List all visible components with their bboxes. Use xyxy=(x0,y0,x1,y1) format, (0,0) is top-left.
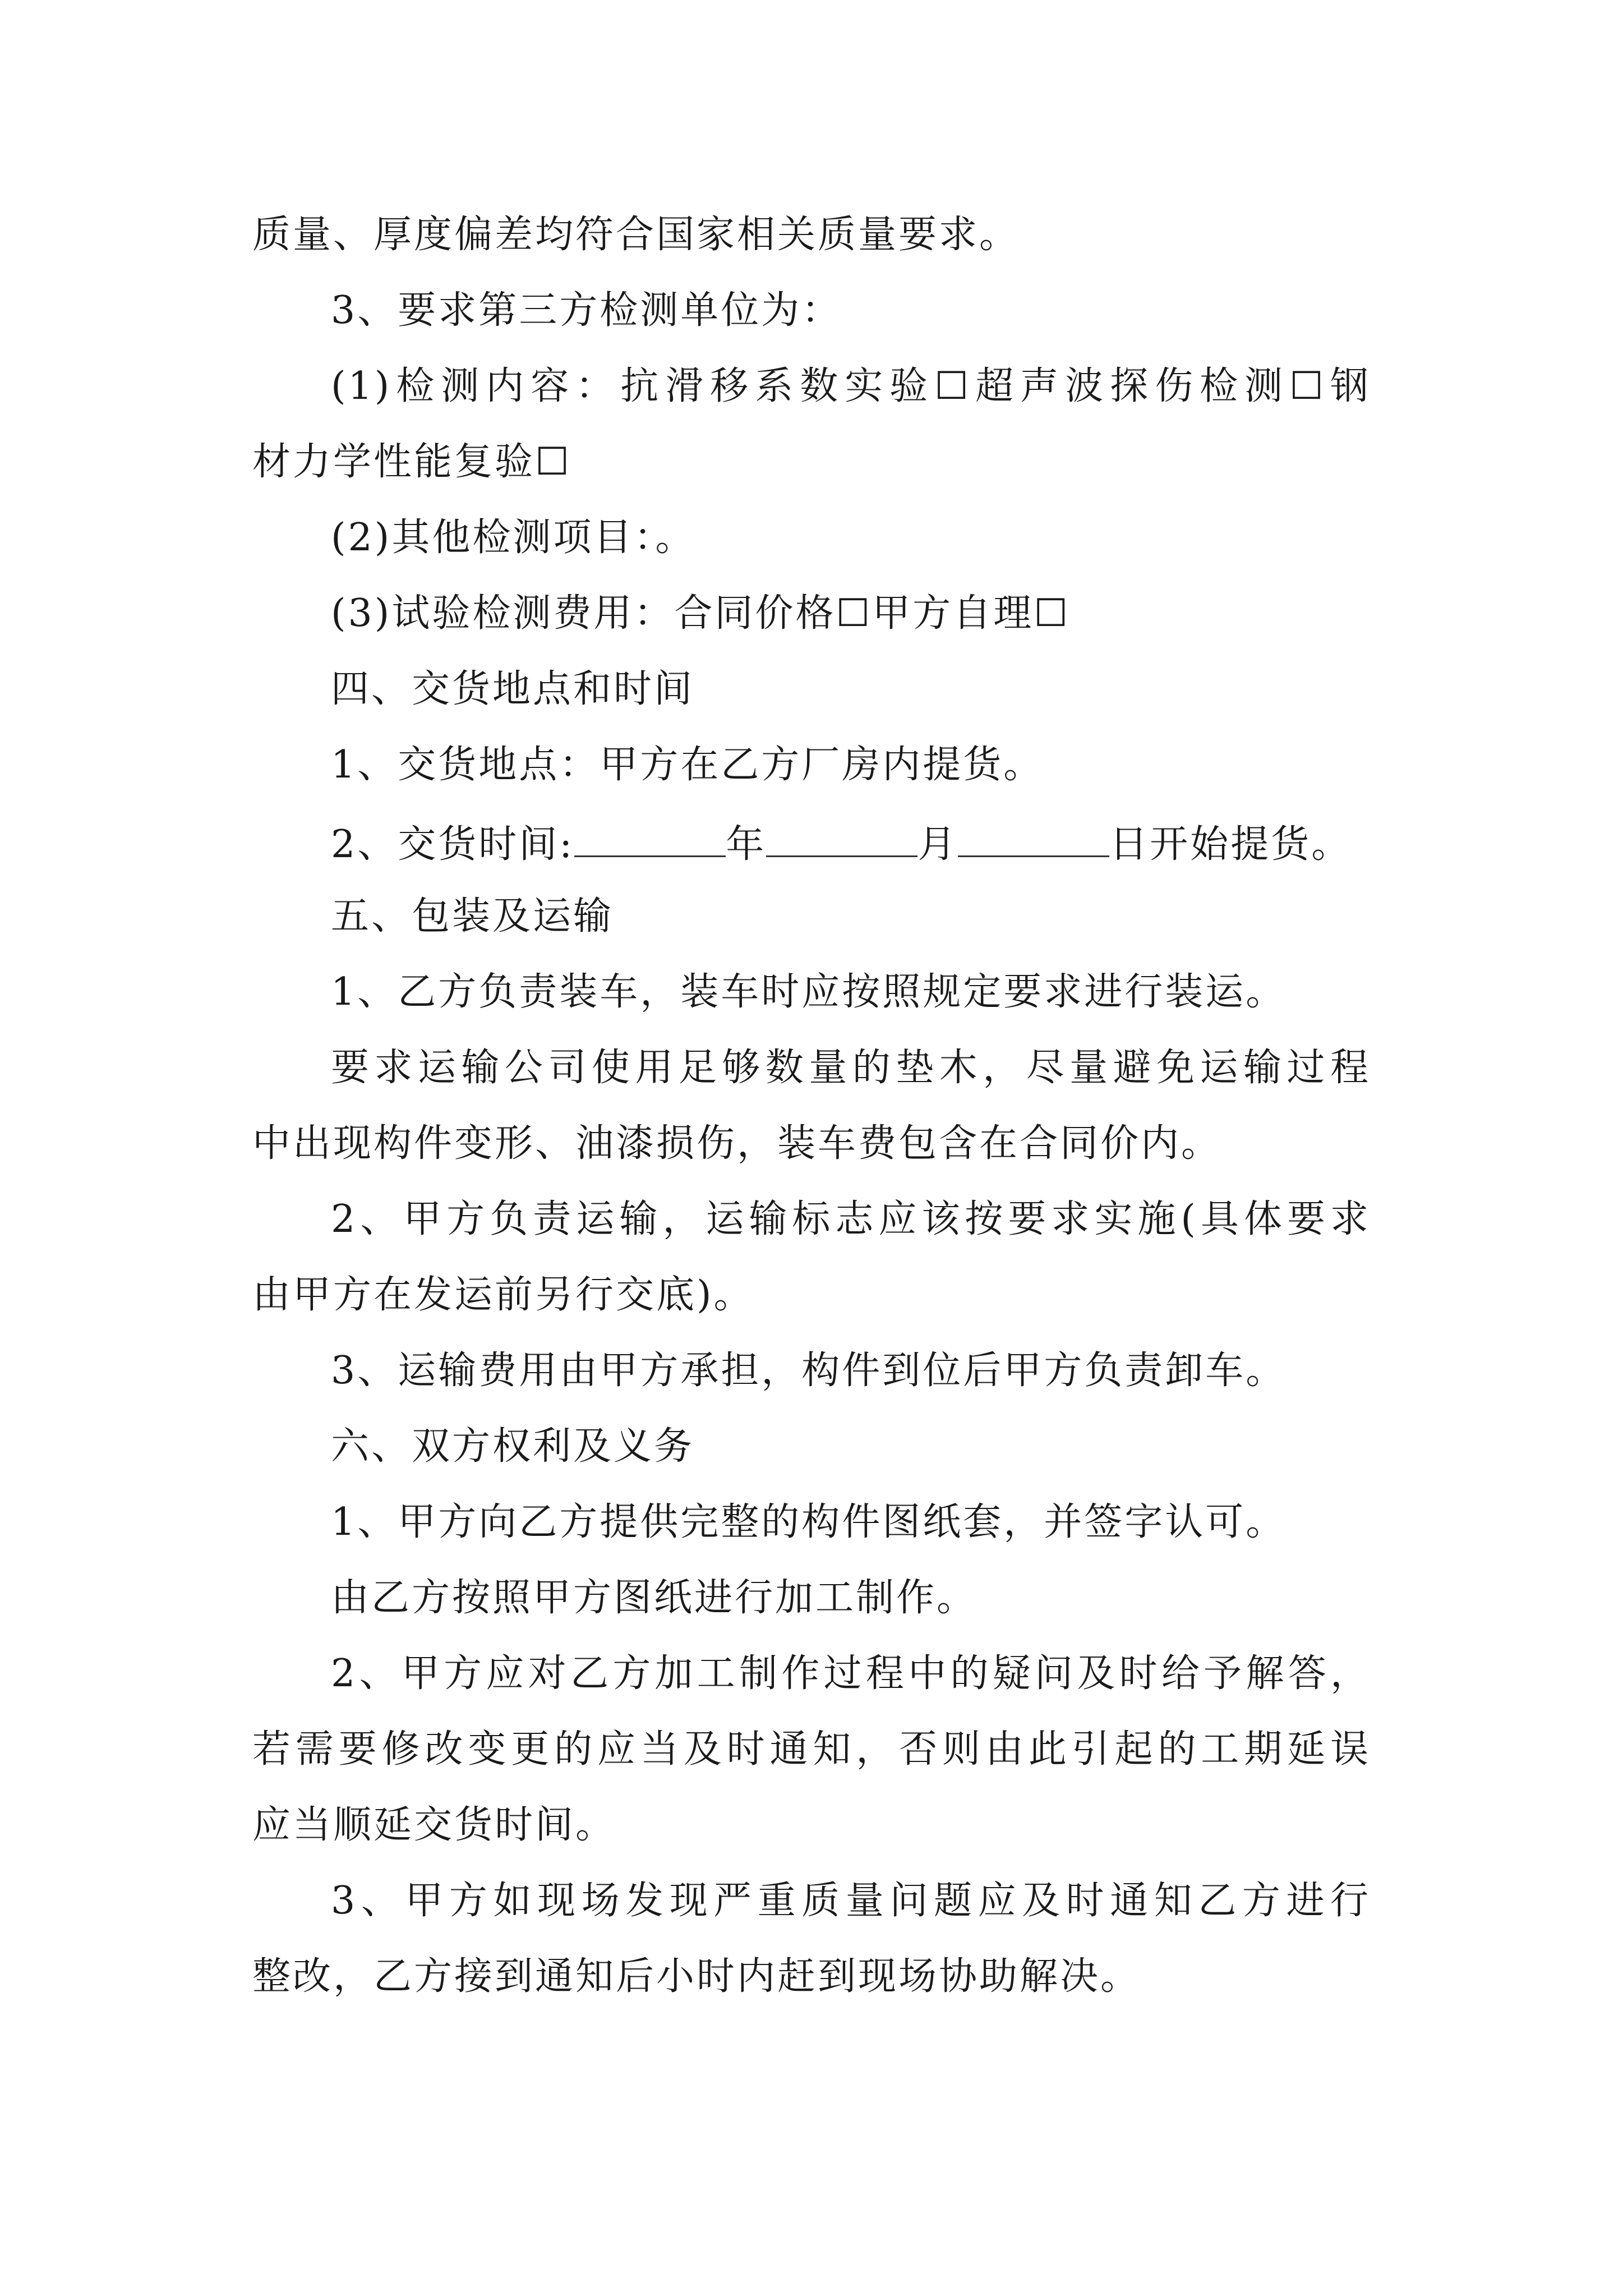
day-suffix: 日开始提货。 xyxy=(1109,822,1352,867)
paragraph-line: 1、甲方向乙方提供完整的构件图纸套，并签字认可。 xyxy=(331,1500,1287,1544)
year-blank xyxy=(574,822,726,857)
paragraph-line: 由乙方按照甲方图纸进行加工制作。 xyxy=(331,1576,978,1620)
month-label: 月 xyxy=(917,822,958,867)
paragraph-line: 整改，乙方接到通知后小时内赶到现场协助解决。 xyxy=(252,1954,1141,1999)
paragraph-line: 2、甲方负责运输，运输标志应该按要求实施(具体要求 xyxy=(331,1197,1371,1241)
month-blank xyxy=(766,822,917,857)
paragraph-line: (2)其他检测项目：。 xyxy=(331,516,696,560)
paragraph-line: 1、乙方负责装车，装车时应按照规定要求进行装运。 xyxy=(331,970,1287,1014)
paragraph-line: 3、甲方如现场发现严重质量问题应及时通知乙方进行 xyxy=(331,1879,1371,1923)
paragraph-line: 中出现构件变形、油漆损伤，装车费包含在合同价内。 xyxy=(252,1121,1222,1166)
paragraph-line: (1)检测内容：抗滑移系数实验☐超声波探伤检测☐钢 xyxy=(331,364,1371,408)
delivery-time-label: 2、交货时间: xyxy=(331,822,575,867)
day-blank xyxy=(958,822,1109,857)
paragraph-line: 应当顺延交货时间。 xyxy=(252,1803,616,1847)
paragraph-line: 3、运输费用由甲方承担，构件到位后甲方负责卸车。 xyxy=(331,1349,1287,1393)
paragraph-line: 由甲方在发运前另行交底)。 xyxy=(252,1273,754,1317)
paragraph-line: 材力学性能复验☐ xyxy=(252,440,571,484)
paragraph-line: 3、要求第三方检测单位为： xyxy=(331,288,842,333)
paragraph-line: 质量、厚度偏差均符合国家相关质量要求。 xyxy=(252,213,1020,257)
paragraph-line: 2、甲方应对乙方加工制作过程中的疑问及时给予解答， xyxy=(331,1651,1371,1696)
delivery-time-line xyxy=(331,822,1371,867)
paragraph-line: 若需要修改变更的应当及时通知，否则由此引起的工期延误 xyxy=(252,1727,1371,1772)
year-label: 年 xyxy=(726,822,767,867)
paragraph-line: (3)试验检测费用：合同价格☐甲方自理☐ xyxy=(331,591,1071,636)
section-heading: 六、双方权利及义务 xyxy=(331,1424,695,1469)
section-heading: 五、包装及运输 xyxy=(331,894,614,938)
paragraph-line: 要求运输公司使用足够数量的垫木，尽量避免运输过程 xyxy=(331,1046,1371,1090)
section-heading: 四、交货地点和时间 xyxy=(331,667,695,711)
paragraph-line: 1、交货地点：甲方在乙方厂房内提货。 xyxy=(331,743,1044,787)
